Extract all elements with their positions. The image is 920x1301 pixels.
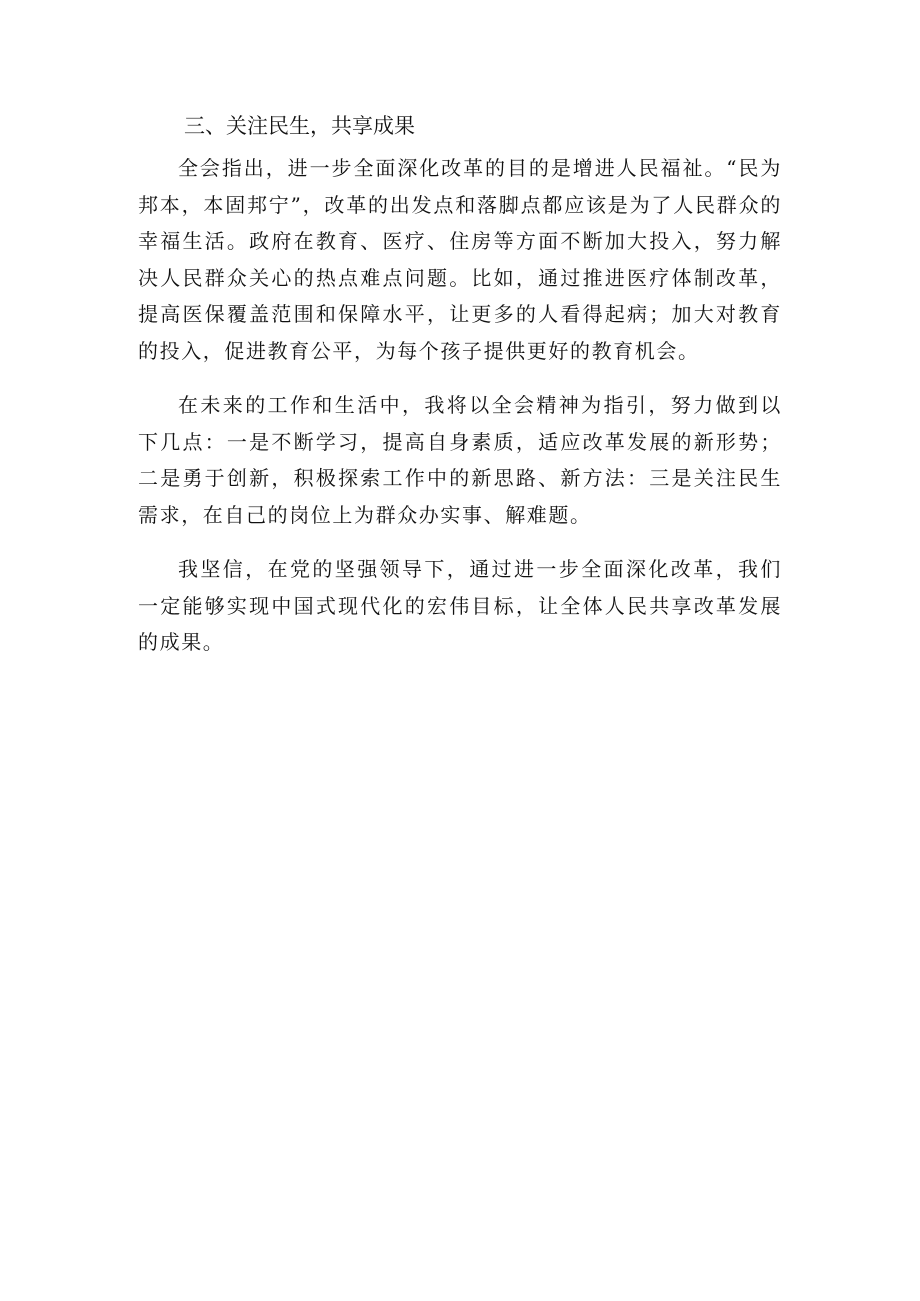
paragraph-reform-benefits: 全会指出，进一步全面深化改革的目的是增进人民福祉。“民为邦本，本固邦宁”，改革的出发点和落脚点都应该是为了人民群众的幸福生活。政府在教育、医疗、住房等方面不断加大投入，努力解决人民群众关心的热点难点问题。比如，通过推进医疗体制改革，提高医保覆盖范围和保障水平，让更多的人看得起病；加大对教育的投入，促进教育公平，为每个孩子提供更好的教育机会。 <box>138 156 782 363</box>
paragraph-personal-goals: 在未来的工作和生活中，我将以全会精神为指引，努力做到以下几点：一是不断学习，提高自身素质，适应改革发展的新形势；二是勇于创新，积极探索工作中的新思路、新方法：三是关注民生需求，在自己的岗位上为群众办实事、解难题。 <box>138 393 782 527</box>
document-body <box>138 108 782 661</box>
paragraph-conclusion: 我坚信，在党的坚强领导下，通过进一步全面深化改革，我们一定能够实现中国式现代化的宏伟目标，让全体人民共享改革发展的成果。 <box>138 557 782 654</box>
section-heading: 三、关注民生，共享成果 <box>184 114 415 138</box>
